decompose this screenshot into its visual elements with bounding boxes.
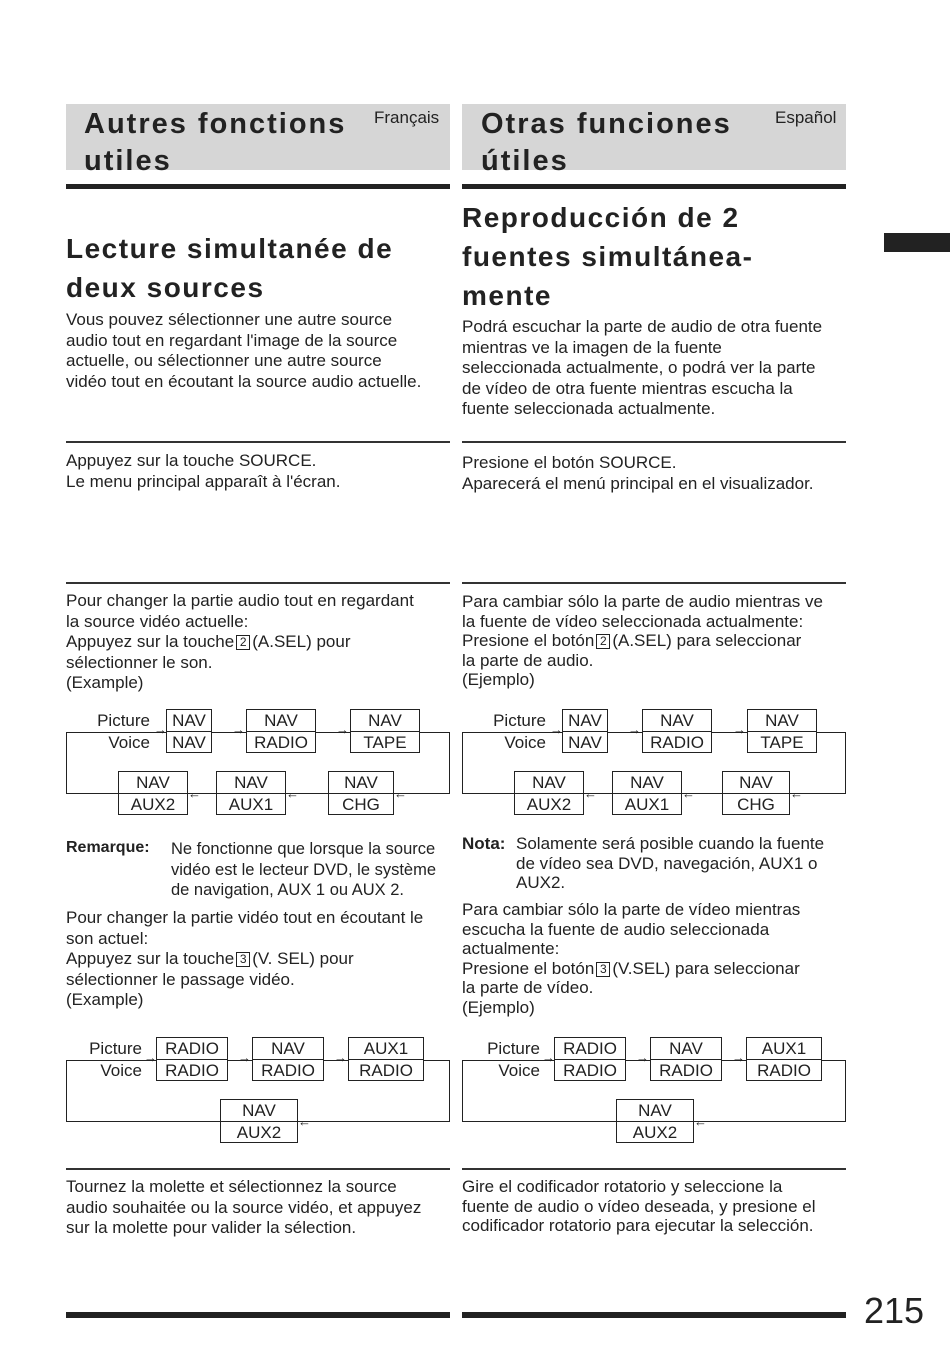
voice-label: Voice — [504, 733, 546, 752]
text-line: la fuente de vídeo seleccionada actualmente: — [462, 611, 804, 631]
voice-source: AUX2 — [130, 795, 176, 814]
step3-fr — [66, 908, 423, 1011]
step2-fr — [66, 591, 414, 694]
header-rule-fr — [66, 184, 450, 189]
header-rule-es — [462, 184, 846, 189]
arrow-left-icon: ← — [790, 786, 803, 801]
step1-rule-fr — [66, 441, 450, 443]
text-line: de vídeo sea DVD, navegación, AUX1 o — [516, 853, 818, 873]
picture-source: NAV — [515, 772, 583, 794]
step4-fr — [66, 1177, 421, 1239]
voice-source: CHG — [342, 795, 380, 814]
source-box — [616, 1099, 694, 1143]
text-line: vidéo tout en écoutant la source audio actuelle. — [66, 371, 422, 391]
picture-label: Picture — [493, 711, 546, 730]
text-line: Presione el botón — [462, 958, 595, 978]
arrow-right-icon: → — [334, 1050, 347, 1065]
text-line: Aparecerá el menú principal en el visualizador. — [462, 473, 814, 493]
source-box — [118, 771, 188, 815]
picture-source: NAV — [723, 772, 789, 794]
voice-source: RADIO — [254, 733, 308, 752]
step3-es — [462, 900, 800, 1017]
picture-label: Picture — [89, 1039, 142, 1058]
picture-source: NAV — [253, 1038, 323, 1060]
text-line: mientras ve la imagen de la fuente — [462, 337, 722, 357]
text-line: Appuyez sur la touche SOURCE. — [66, 451, 317, 470]
source-box — [746, 1037, 822, 1081]
header-line: Otras funciones — [481, 108, 732, 140]
button-2-key: 2 — [236, 635, 250, 650]
voice-source: AUX1 — [624, 795, 670, 814]
step2-rule-es — [462, 582, 846, 584]
text-line: Le menu principal apparaît à l'écran. — [66, 471, 341, 491]
picture-source: NAV — [651, 1038, 721, 1060]
title-fr — [66, 229, 393, 307]
source-box — [348, 1037, 424, 1081]
text-line: Podrá escuchar la parte de audio de otra fuente — [462, 317, 823, 336]
arrow-left-icon: ← — [682, 786, 695, 801]
voice-source: RADIO — [650, 733, 704, 752]
voice-source: NAV — [172, 733, 206, 752]
source-box — [562, 709, 608, 753]
text-line: (A.SEL) pour — [252, 632, 351, 651]
picture-source: NAV — [351, 710, 419, 732]
voice-label: Voice — [498, 1061, 540, 1080]
text-line: vidéo est le lecteur DVD, le système — [171, 860, 437, 879]
arrow-left-icon: ← — [584, 786, 597, 801]
button-3-key: 3 — [596, 962, 610, 977]
page-number: 215 — [864, 1290, 925, 1331]
text-line: (V. SEL) pour — [252, 949, 354, 968]
text-line: Presione el botón SOURCE. — [462, 453, 677, 472]
voice-source: RADIO — [261, 1061, 315, 1080]
text-line: de navigation, AUX 1 ou AUX 2. — [171, 881, 404, 899]
chapter-tab-marker — [884, 233, 950, 252]
text-line: la source vidéo actuelle: — [66, 611, 249, 631]
title-line: fuentes simultánea- — [462, 241, 754, 272]
text-line: AUX2. — [516, 873, 566, 892]
section-header-fr — [84, 106, 346, 180]
step4-es — [462, 1177, 816, 1236]
note-label-fr: Remarque: — [66, 839, 150, 856]
source-box — [722, 771, 790, 815]
text-line: actuelle, ou sélectionner une autre source — [66, 351, 382, 370]
text-line: fuente de audio o vídeo deseada, y presione el — [462, 1196, 816, 1216]
picture-source: NAV — [119, 772, 187, 794]
language-label-es: Español — [775, 108, 837, 127]
voice-source: AUX2 — [632, 1123, 678, 1142]
text-line: Pour changer la partie audio tout en regardant — [66, 591, 414, 610]
step4-rule-fr — [66, 1168, 450, 1170]
title-line: mente — [462, 280, 552, 311]
source-box — [747, 709, 817, 753]
picture-source: NAV — [247, 710, 315, 732]
arrow-left-icon: ← — [286, 786, 299, 801]
text-line: (A.SEL) para seleccionar — [612, 631, 802, 650]
arrow-right-icon: → — [550, 722, 563, 737]
text-line: de vídeo de otra fuente mientras escucha la — [462, 378, 793, 398]
picture-source: NAV — [329, 772, 393, 794]
voice-source: RADIO — [563, 1061, 617, 1080]
text-line: (Example) — [66, 673, 144, 692]
voice-source: RADIO — [757, 1061, 811, 1080]
text-line: Tournez la molette et sélectionnez la source — [66, 1177, 397, 1196]
arrow-right-icon: → — [732, 1050, 745, 1065]
text-line: audio tout en regardant l'image de la source — [66, 330, 398, 350]
arrow-right-icon: → — [542, 1050, 555, 1065]
picture-source: NAV — [617, 1100, 693, 1122]
voice-label: Voice — [100, 1061, 142, 1080]
step1-es — [462, 453, 814, 494]
video-diagram-es — [462, 1037, 846, 1145]
title-es — [462, 198, 753, 315]
text-line: codificador rotatorio para ejecutar la selección. — [462, 1216, 814, 1235]
text-line: seleccionada actualmente, o podrá ver la parte — [462, 358, 816, 377]
button-3-key: 3 — [236, 952, 250, 967]
picture-source: NAV — [217, 772, 285, 794]
step4-rule-es — [462, 1168, 846, 1170]
source-box — [612, 771, 682, 815]
arrow-left-icon: ← — [298, 1114, 311, 1129]
source-box — [350, 709, 420, 753]
text-line: Ne fonctionne que lorsque la source — [171, 840, 436, 858]
picture-source: AUX1 — [349, 1038, 423, 1060]
text-line: audio souhaitée ou la source vidéo, et appuyez — [66, 1197, 422, 1217]
note-es — [516, 834, 824, 893]
intro-fr — [66, 310, 421, 392]
picture-source: NAV — [748, 710, 816, 732]
arrow-right-icon: → — [144, 1050, 157, 1065]
text-line: sur la molette pour valider la sélection. — [66, 1218, 357, 1237]
text-line: Gire el codificador rotatorio y seleccione la — [462, 1177, 783, 1196]
text-line: son actuel: — [66, 928, 149, 948]
note-label-es: Nota: — [462, 834, 506, 853]
arrow-left-icon: ← — [694, 1114, 707, 1129]
header-line: útiles — [481, 145, 569, 177]
source-box — [216, 771, 286, 815]
language-label-fr: Français — [374, 108, 440, 127]
text-line: Presione el botón — [462, 631, 595, 650]
arrow-right-icon: → — [636, 1050, 649, 1065]
picture-source: NAV — [167, 710, 211, 732]
source-box — [642, 709, 712, 753]
text-line: (Ejemplo) — [462, 997, 535, 1017]
footer-rule-fr — [66, 1312, 450, 1318]
picture-source: NAV — [613, 772, 681, 794]
video-diagram-fr — [66, 1037, 450, 1145]
section-header-es — [481, 106, 732, 180]
step1-rule-es — [462, 441, 846, 443]
text-line: (V.SEL) para seleccionar — [612, 958, 800, 978]
source-box — [252, 1037, 324, 1081]
text-line: escucha la fuente de audio seleccionada — [462, 919, 770, 939]
text-line: Appuyez sur la touche — [66, 632, 235, 651]
source-box — [650, 1037, 722, 1081]
text-line: la parte de vídeo. — [462, 978, 594, 997]
audio-diagram-fr — [66, 709, 450, 821]
text-line: sélectionner le son. — [66, 652, 213, 672]
arrow-left-icon: ← — [394, 786, 407, 801]
voice-source: TAPE — [363, 733, 407, 752]
picture-source: RADIO — [555, 1038, 625, 1060]
picture-source: AUX1 — [747, 1038, 821, 1060]
text-line: (Ejemplo) — [462, 670, 535, 689]
picture-source: NAV — [643, 710, 711, 732]
picture-source: RADIO — [157, 1038, 227, 1060]
voice-source: AUX2 — [526, 795, 572, 814]
note-fr — [171, 839, 436, 901]
footer-rule-es — [462, 1312, 846, 1318]
text-line: sélectionner le passage vidéo. — [66, 969, 295, 989]
picture-source: NAV — [221, 1100, 297, 1122]
text-line: actualmente: — [462, 939, 560, 958]
text-line: Appuyez sur la touche — [66, 949, 235, 968]
arrow-right-icon: → — [232, 722, 245, 737]
voice-label: Voice — [108, 733, 150, 752]
source-box — [220, 1099, 298, 1143]
voice-source: CHG — [737, 795, 775, 814]
arrow-right-icon: → — [238, 1050, 251, 1065]
voice-source: TAPE — [760, 733, 804, 752]
arrow-right-icon: → — [628, 722, 641, 737]
header-line: Autres fonctions — [84, 108, 347, 140]
voice-source: RADIO — [165, 1061, 219, 1080]
text-line: fuente seleccionada actualmente. — [462, 399, 716, 418]
arrow-right-icon: → — [733, 722, 746, 737]
voice-source: NAV — [568, 733, 602, 752]
title-line: Reproducción de 2 — [462, 202, 740, 233]
text-line: Vous pouvez sélectionner une autre source — [66, 310, 393, 329]
title-line: deux sources — [66, 272, 265, 303]
source-box — [554, 1037, 626, 1081]
picture-source: NAV — [563, 710, 607, 732]
text-line: Solamente será posible cuando la fuente — [516, 834, 825, 853]
button-2-key: 2 — [596, 634, 610, 649]
arrow-left-icon: ← — [188, 786, 201, 801]
picture-label: Picture — [487, 1039, 540, 1058]
source-box — [166, 709, 212, 753]
intro-es — [462, 317, 822, 420]
step1-fr — [66, 451, 340, 492]
source-box — [246, 709, 316, 753]
text-line: Para cambiar sólo la parte de vídeo mientras — [462, 900, 801, 919]
text-line: la parte de audio. — [462, 650, 594, 670]
voice-source: AUX2 — [236, 1123, 282, 1142]
audio-diagram-es — [462, 709, 846, 821]
step2-es — [462, 592, 823, 690]
arrow-right-icon: → — [336, 722, 349, 737]
step2-rule-fr — [66, 582, 450, 584]
source-box — [514, 771, 584, 815]
text-line: (Example) — [66, 990, 144, 1009]
voice-source: RADIO — [359, 1061, 413, 1080]
header-line: utiles — [84, 145, 172, 177]
picture-label: Picture — [97, 711, 150, 730]
text-line: Para cambiar sólo la parte de audio mientras ve — [462, 592, 823, 611]
source-box — [156, 1037, 228, 1081]
voice-source: RADIO — [659, 1061, 713, 1080]
source-box — [328, 771, 394, 815]
title-line: Lecture simultanée de — [66, 233, 394, 264]
text-line: Pour changer la partie vidéo tout en écoutant le — [66, 908, 424, 927]
arrow-right-icon: → — [154, 722, 167, 737]
voice-source: AUX1 — [228, 795, 274, 814]
